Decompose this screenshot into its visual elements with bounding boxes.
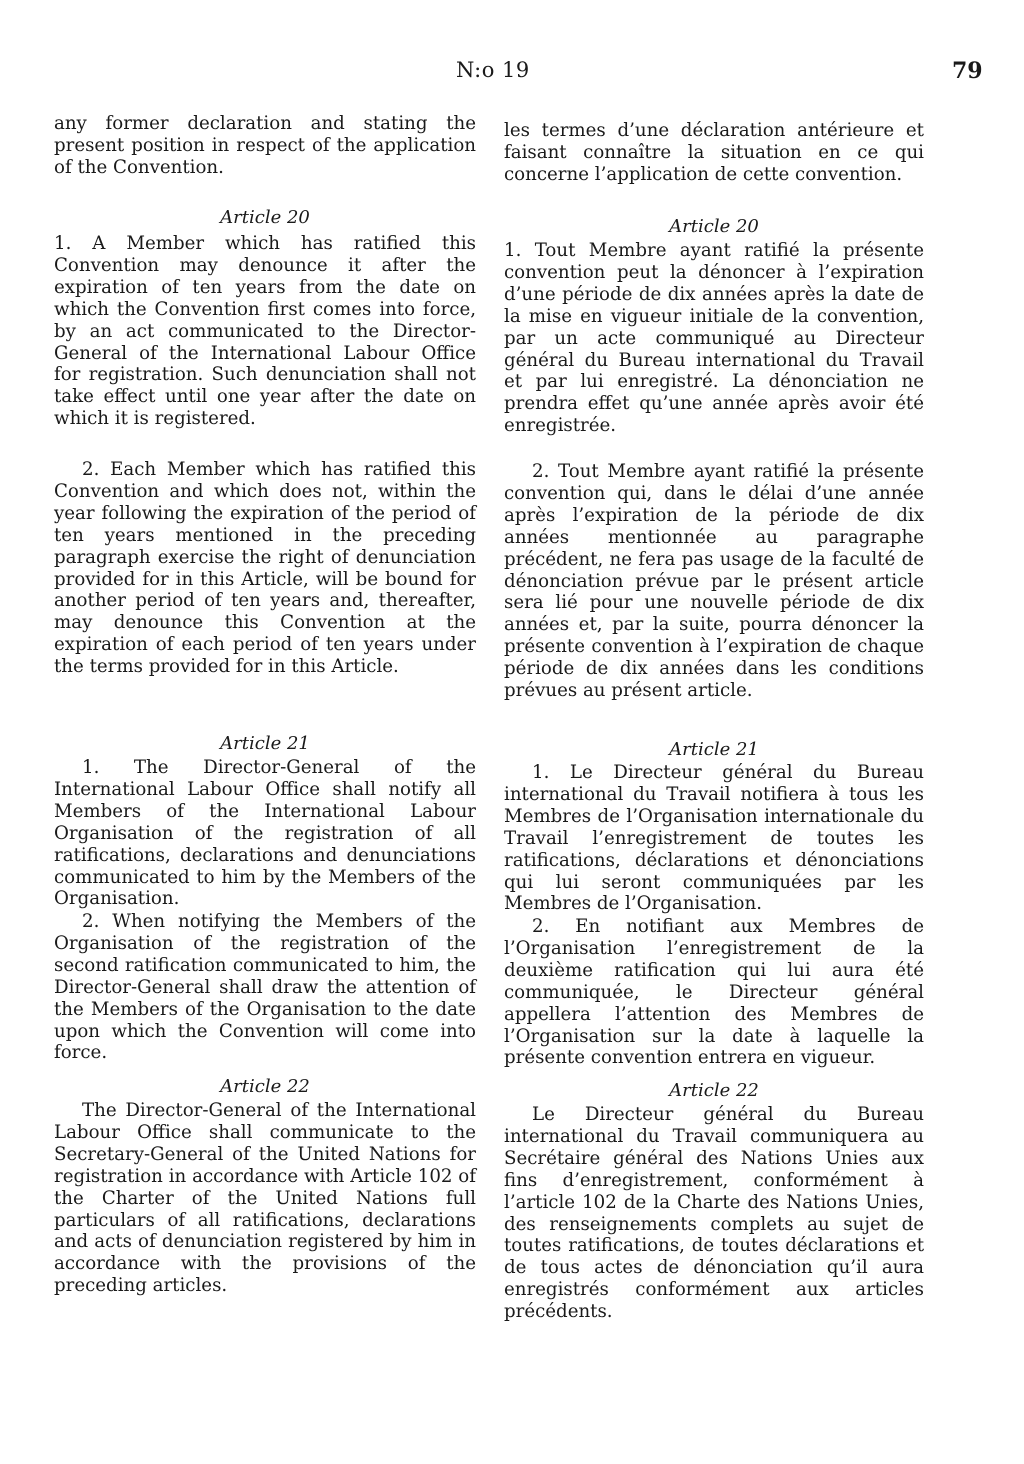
french-intro: les termes d’une déclaration antérieure et faisant connaître la situation en ce qui concerne l’application de cette convention. [504,120,924,185]
french-article-22-paragraph: Le Directeur général du Bureau international du Travail communiquera au Secrétaire général des Nations Unies aux fins d’enregistrement, conformément à l’article 102 de la Charte des Nations Unies, des renseignements complets au sujet de toutes ratifications, de toutes déclarations et de tous actes de dénonciation qu’il aura enregistrés conformément aux articles précédents. [504,1104,924,1323]
french-article-21-heading: Article 21 [669,739,759,760]
convention-number: N:o 19 [456,58,530,82]
english-article-21-paragraph-2: 2. When notifying the Members of the Organisation of the registration of the second ratification communicated to him, the Director-General shall draw the attention of the Members of the Organisation to the date upon which the Convention will come into force. [54,911,476,1064]
english-article-20-paragraph-2: 2. Each Member which has ratified this Convention and which does not, within the year following the expiration of the period of ten years mentioned in the preceding paragraph exercise the right of denunciation provided for in this Article, will be bound for another period of ten years and, thereafter, may denounce this Convention at the expiration of each period of ten years under the terms provided for in this Article. [54,459,476,678]
english-article-21-heading: Article 21 [220,733,310,754]
french-article-20-paragraph-1: 1. Tout Membre ayant ratifié la présente convention peut la dénoncer à l’expiration d’une période de dix années après la date de la mise en vigueur initiale de la convention, par un acte communiqué au Directeur général du Bureau international du Travail et par lui enregistré. La dénonciation ne prendra effet qu’une année après avoir été enregistrée. [504,240,924,437]
french-article-20-heading: Article 20 [669,216,759,237]
french-article-21-paragraph-1: 1. Le Directeur général du Bureau international du Travail notifiera à tous les Membres de l’Organisation internationale du Travail l’enregistrement de toutes les ratifications, déclarations et dénonciations qui lui seront communiquées par les Membres de l’Organisation. [504,762,924,915]
english-article-22-heading: Article 22 [220,1076,310,1097]
french-article-20-paragraph-2: 2. Tout Membre ayant ratifié la présente convention qui, dans le délai d’une année après l’expiration de la période de dix années mentionnée au paragraphe précédent, ne fera pas usage de la faculté de dénonciation prévue par le présent article sera lié pour une nouvelle période de dix années et, par la suite, pourra dénoncer la présente convention à l’expiration de chaque période de dix années dans les conditions prévues au présent article. [504,461,924,702]
french-article-21-paragraph-2: 2. En notifiant aux Membres de l’Organisation l’enregistrement de la deuxième ratification qui lui aura été communiquée, le Directeur général appellera l’attention des Membres de l’Organisation sur la date à laquelle la présente convention entrera en vigueur. [504,916,924,1069]
english-article-20-heading: Article 20 [220,207,310,228]
french-article-22-heading: Article 22 [669,1080,759,1101]
english-article-20-paragraph-1: 1. A Member which has ratified this Convention may denounce it after the expiration of ten years from the date on which the Convention first comes into force, by an act communicated to the Director-General of the International Labour Office for registration. Such denunciation shall not take effect until one year after the date on which it is registered. [54,233,476,430]
english-intro: any former declaration and stating the present position in respect of the application of the Convention. [54,113,476,178]
page-number: 79 [952,58,983,84]
english-article-21-paragraph-1: 1. The Director-General of the International Labour Office shall notify all Members of the International Labour Organisation of the registration of all ratifications, declarations and denunciations communicated to him by the Members of the Organisation. [54,757,476,910]
english-article-22-paragraph: The Director-General of the International Labour Office shall communicate to the Secretary-General of the United Nations for registration in accordance with Article 102 of the Charter of the United Nations full particulars of all ratifications, declarations and acts of denunciation registered by him in accordance with the provisions of the preceding articles. [54,1100,476,1297]
